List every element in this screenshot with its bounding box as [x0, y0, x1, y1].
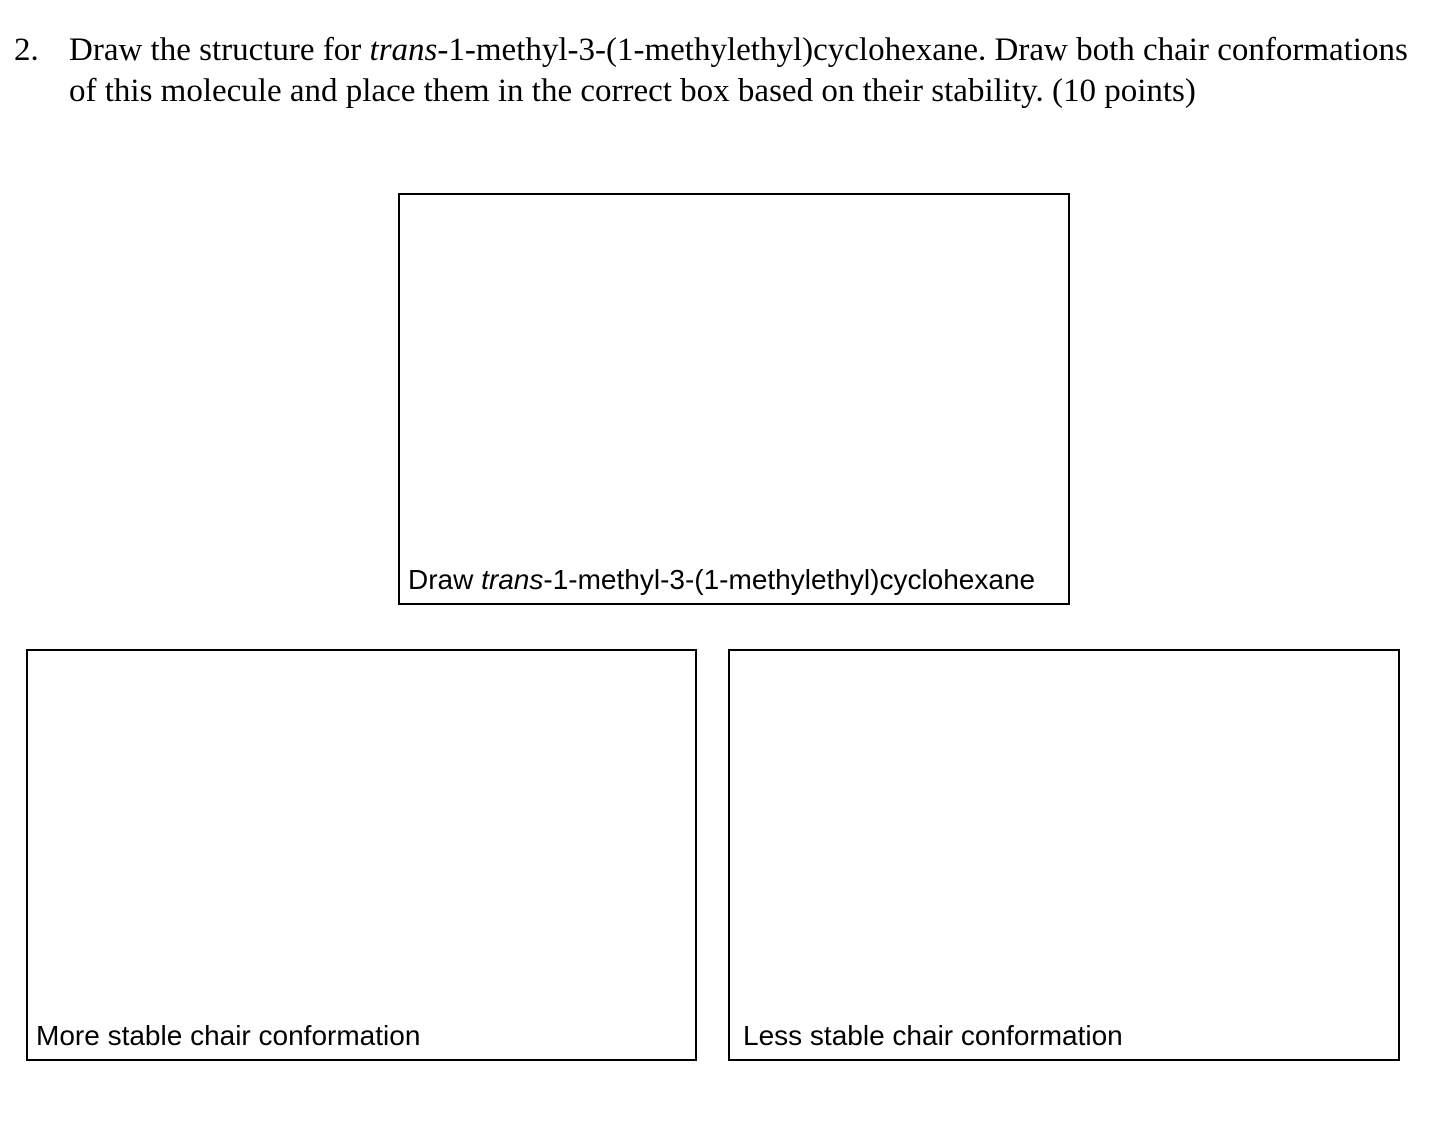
more-stable-conformation-box[interactable]	[26, 649, 697, 1061]
less-stable-caption: Less stable chair conformation	[743, 1020, 1123, 1051]
structure-drawing-box[interactable]	[398, 193, 1070, 605]
question-text-part1: Draw the structure for	[69, 32, 370, 68]
structure-box-caption	[408, 563, 1035, 597]
question-number: 2.	[14, 32, 39, 68]
structure-caption-prefix: Draw	[408, 564, 482, 595]
question-text	[69, 30, 1424, 111]
question-text-part2: -1-methyl-3-(1-methylethyl)cyclohexane. Draw both chair conformations of this molecule and place them in the correct box based on their stability. (10 points)	[69, 32, 1408, 109]
structure-caption-italic: trans	[481, 564, 544, 595]
less-stable-conformation-box[interactable]	[728, 649, 1400, 1061]
question-text-italic: trans	[369, 32, 438, 68]
question-2	[14, 30, 1424, 111]
structure-caption-suffix: -1-methyl-3-(1-methylethyl)cyclohexane	[543, 564, 1036, 595]
more-stable-caption: More stable chair conformation	[36, 1020, 421, 1051]
